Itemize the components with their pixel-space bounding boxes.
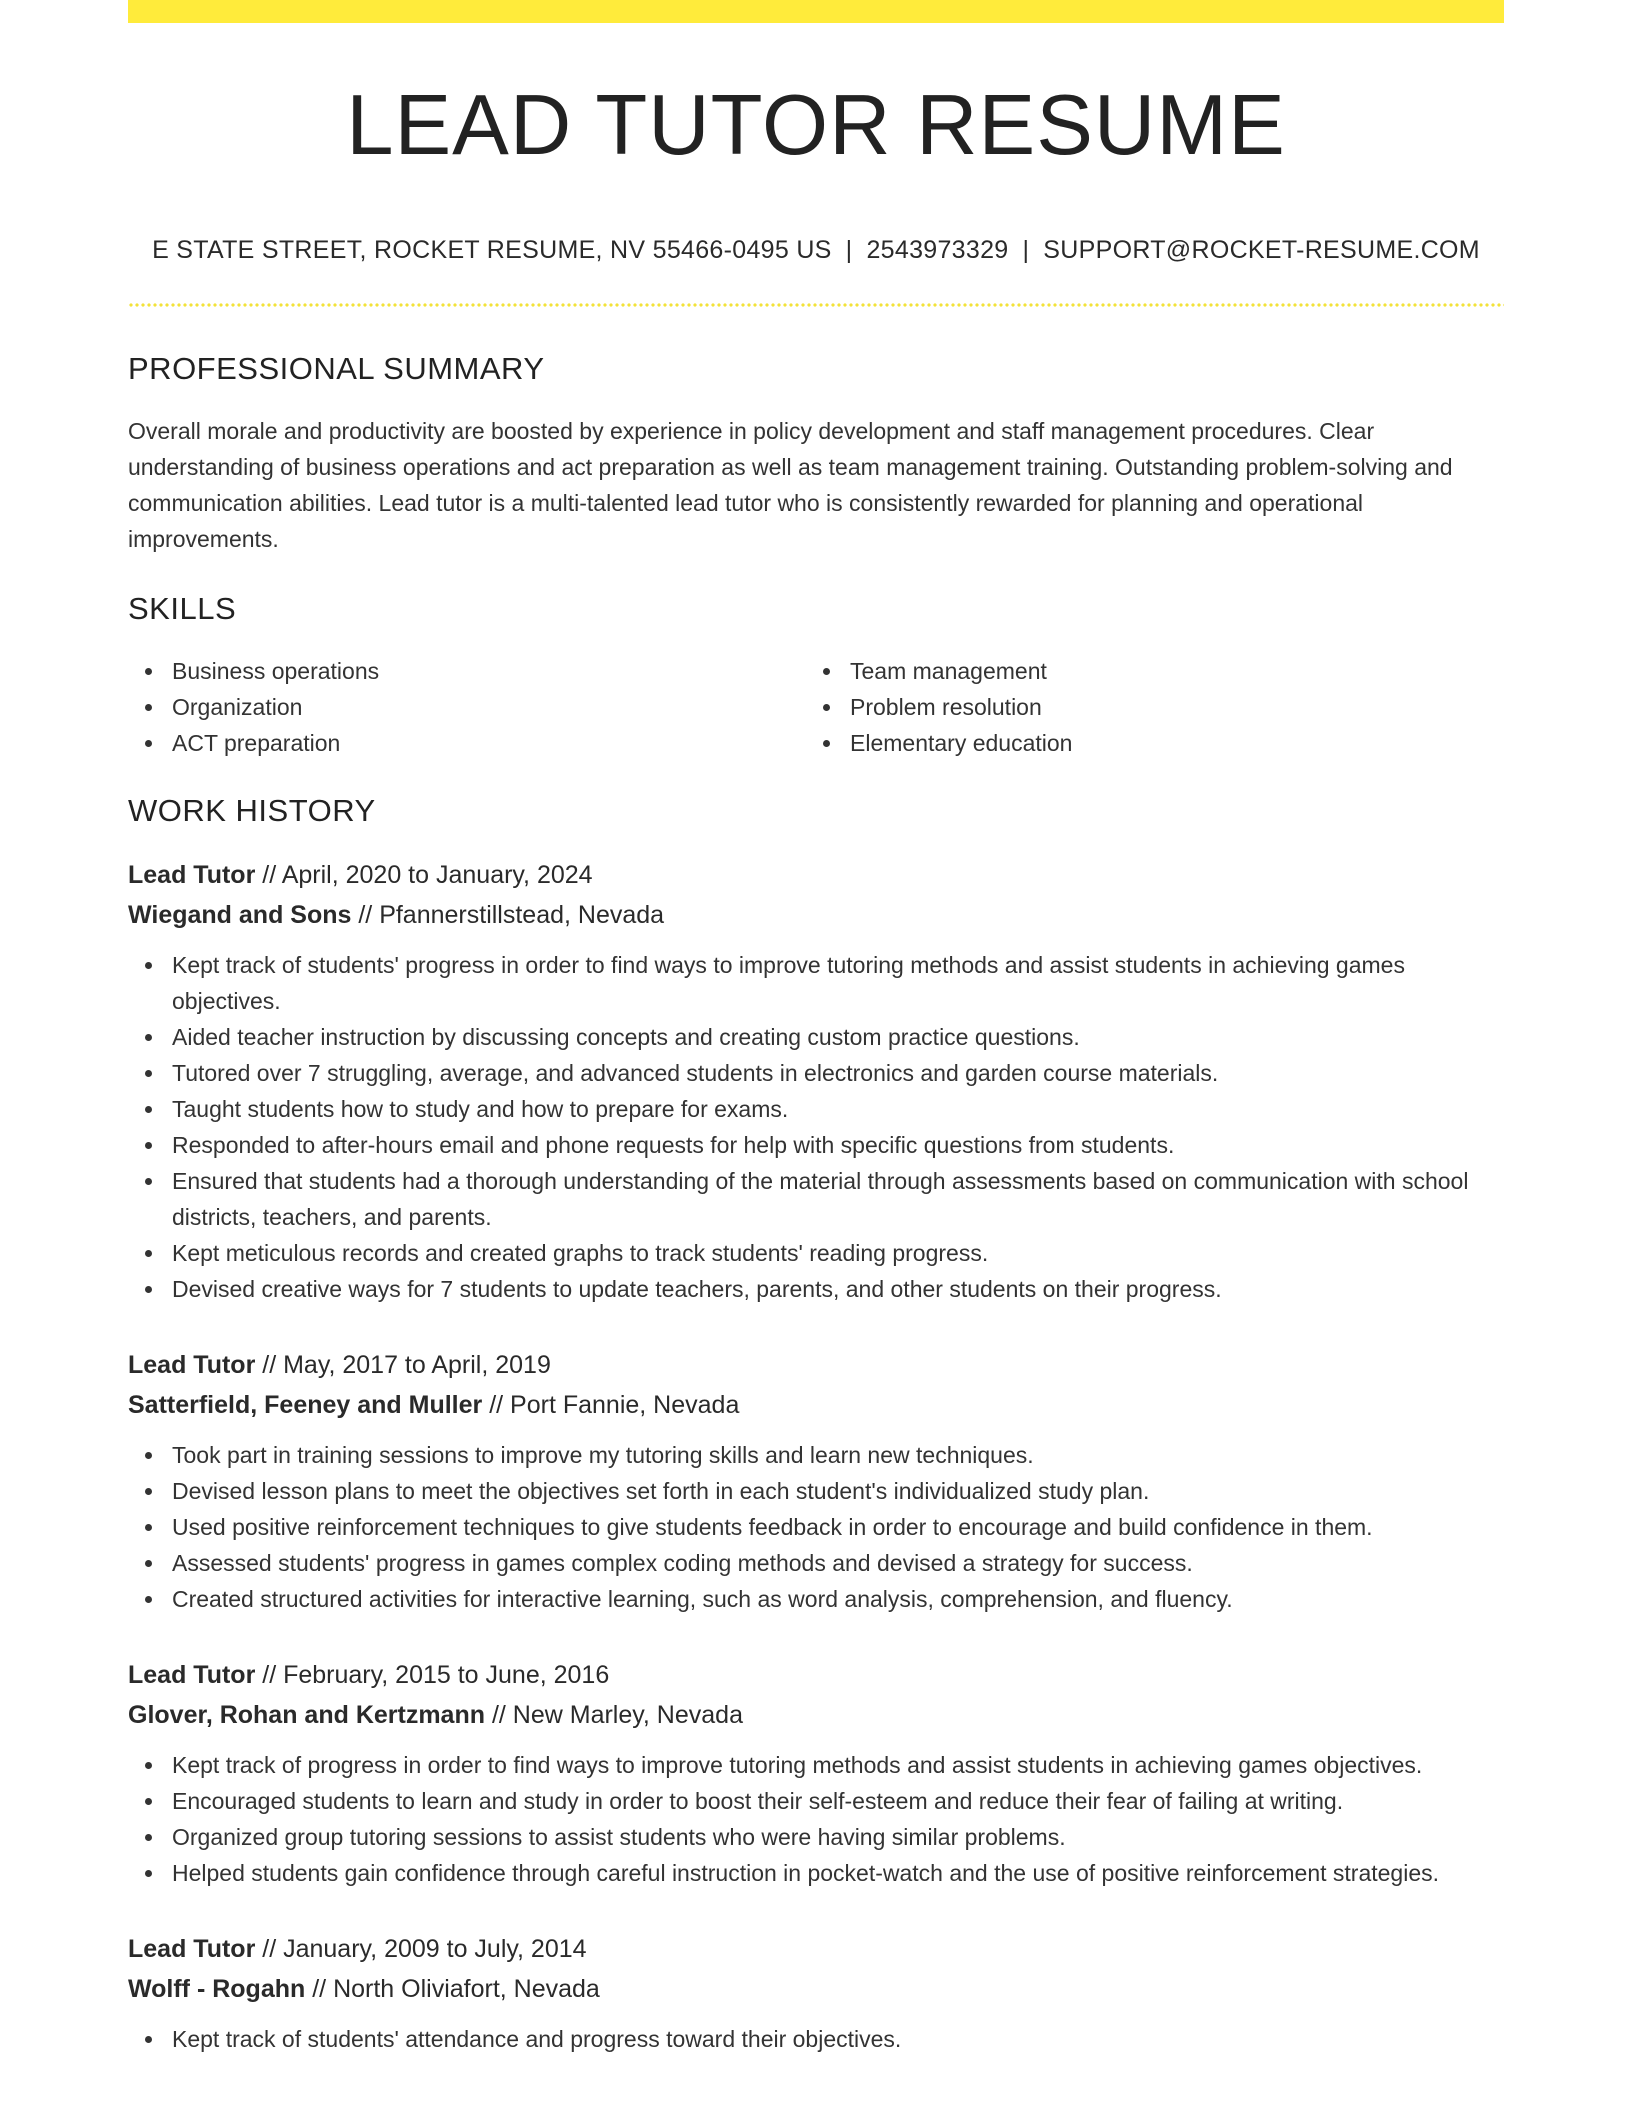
job-bullet: Kept meticulous records and created graphs to track students' reading progress. [128, 1235, 1504, 1271]
job-title-line [128, 1345, 1504, 1385]
job-location: // North Oliviafort, Nevada [305, 1975, 600, 2003]
job-dates: // January, 2009 to July, 2014 [255, 1935, 587, 1963]
job-bullets [128, 1437, 1504, 1617]
job-title-line [128, 1929, 1504, 1969]
job-dates: // February, 2015 to June, 2016 [255, 1661, 610, 1689]
skill-item: Team management [806, 653, 1484, 689]
resume-page [128, 0, 1504, 2057]
job-bullet: Devised creative ways for 7 students to update teachers, parents, and other students on their progress. [128, 1271, 1504, 1307]
job-bullet: Taught students how to study and how to prepare for exams. [128, 1091, 1504, 1127]
job-title: Lead Tutor [128, 1351, 256, 1379]
job-bullets [128, 1747, 1504, 1891]
job-bullet: Took part in training sessions to improve my tutoring skills and learn new techniques. [128, 1437, 1504, 1473]
job-bullet: Kept track of students' progress in order to find ways to improve tutoring methods and assist students in achieving games objectives. [128, 947, 1504, 1019]
job-bullet: Responded to after-hours email and phone requests for help with specific questions from students. [128, 1127, 1504, 1163]
job-title: Lead Tutor [128, 861, 256, 889]
job-entry [128, 855, 1504, 1307]
job-company-line [128, 1695, 1504, 1735]
job-company: Satterfield, Feeney and Muller [128, 1391, 483, 1419]
contact-email: SUPPORT@ROCKET-RESUME.COM [1043, 236, 1480, 264]
skill-item: Problem resolution [806, 689, 1484, 725]
job-location: // Port Fannie, Nevada [482, 1391, 740, 1419]
contact-line [128, 236, 1504, 265]
job-bullet: Used positive reinforcement techniques to give students feedback in order to encourage and build confidence in them. [128, 1509, 1504, 1545]
job-bullet: Kept track of students' attendance and progress toward their objectives. [128, 2021, 1504, 2057]
job-company: Wolff - Rogahn [128, 1975, 306, 2003]
job-bullet: Organized group tutoring sessions to assist students who were having similar problems. [128, 1819, 1504, 1855]
job-company-line [128, 895, 1504, 935]
contact-separator: | [845, 236, 853, 264]
work-history-heading: WORK HISTORY [128, 793, 376, 828]
job-company-line [128, 1385, 1504, 1425]
job-company: Wiegand and Sons [128, 901, 352, 929]
job-bullet: Created structured activities for interactive learning, such as word analysis, comprehension, and fluency. [128, 1581, 1504, 1617]
job-dates: // April, 2020 to January, 2024 [255, 861, 593, 889]
job-dates: // May, 2017 to April, 2019 [255, 1351, 551, 1379]
job-company: Glover, Rohan and Kertzmann [128, 1701, 486, 1729]
job-bullet: Aided teacher instruction by discussing concepts and creating custom practice questions. [128, 1019, 1504, 1055]
skills-heading: SKILLS [128, 591, 237, 626]
skill-item: ACT preparation [128, 725, 806, 761]
job-entry [128, 1655, 1504, 1891]
job-bullet: Encouraged students to learn and study in order to boost their self-esteem and reduce their fear of failing at writing. [128, 1783, 1504, 1819]
job-bullet: Kept track of progress in order to find ways to improve tutoring methods and assist students in achieving games objectives. [128, 1747, 1504, 1783]
job-bullet: Assessed students' progress in games complex coding methods and devised a strategy for success. [128, 1545, 1504, 1581]
dotted-divider [128, 303, 1504, 307]
job-title: Lead Tutor [128, 1661, 256, 1689]
job-bullet: Tutored over 7 struggling, average, and advanced students in electronics and garden course materials. [128, 1055, 1504, 1091]
job-location: // Pfannerstillstead, Nevada [351, 901, 665, 929]
contact-phone: 2543973329 [866, 236, 1009, 264]
skill-item: Business operations [128, 653, 806, 689]
summary-heading: PROFESSIONAL SUMMARY [128, 351, 545, 386]
skill-item: Elementary education [806, 725, 1484, 761]
job-location: // New Marley, Nevada [485, 1701, 743, 1729]
job-title: Lead Tutor [128, 1935, 256, 1963]
skills-column-right [806, 653, 1484, 761]
job-bullet: Ensured that students had a thorough understanding of the material through assessments based on communication with school districts, teachers, and parents. [128, 1163, 1504, 1235]
job-bullet: Devised lesson plans to meet the objectives set forth in each student's individualized study plan. [128, 1473, 1504, 1509]
job-title-line [128, 855, 1504, 895]
skills-list [128, 653, 1504, 761]
job-title-line [128, 1655, 1504, 1695]
accent-top-bar [128, 0, 1504, 23]
contact-separator: | [1022, 236, 1030, 264]
skills-column-left [128, 653, 806, 761]
job-company-line [128, 1969, 1504, 2009]
job-entry [128, 1345, 1504, 1617]
job-entry [128, 1929, 1504, 2057]
summary-text: Overall morale and productivity are boosted by experience in policy development and staff management procedures. Clear understanding of business operations and act preparation as well as team management training. Outstanding problem-solving and communication abilities. Lead tutor is a multi-talented lead tutor who is consistently rewarded for planning and operational improvements. [128, 418, 1453, 552]
job-bullets [128, 2021, 1504, 2057]
job-bullet: Helped students gain confidence through careful instruction in pocket-watch and the use of positive reinforcement strategies. [128, 1855, 1504, 1891]
resume-title: LEAD TUTOR RESUME [346, 78, 1286, 173]
job-bullets [128, 947, 1504, 1307]
contact-address: E STATE STREET, ROCKET RESUME, NV 55466-0495 US [152, 236, 832, 264]
skill-item: Organization [128, 689, 806, 725]
